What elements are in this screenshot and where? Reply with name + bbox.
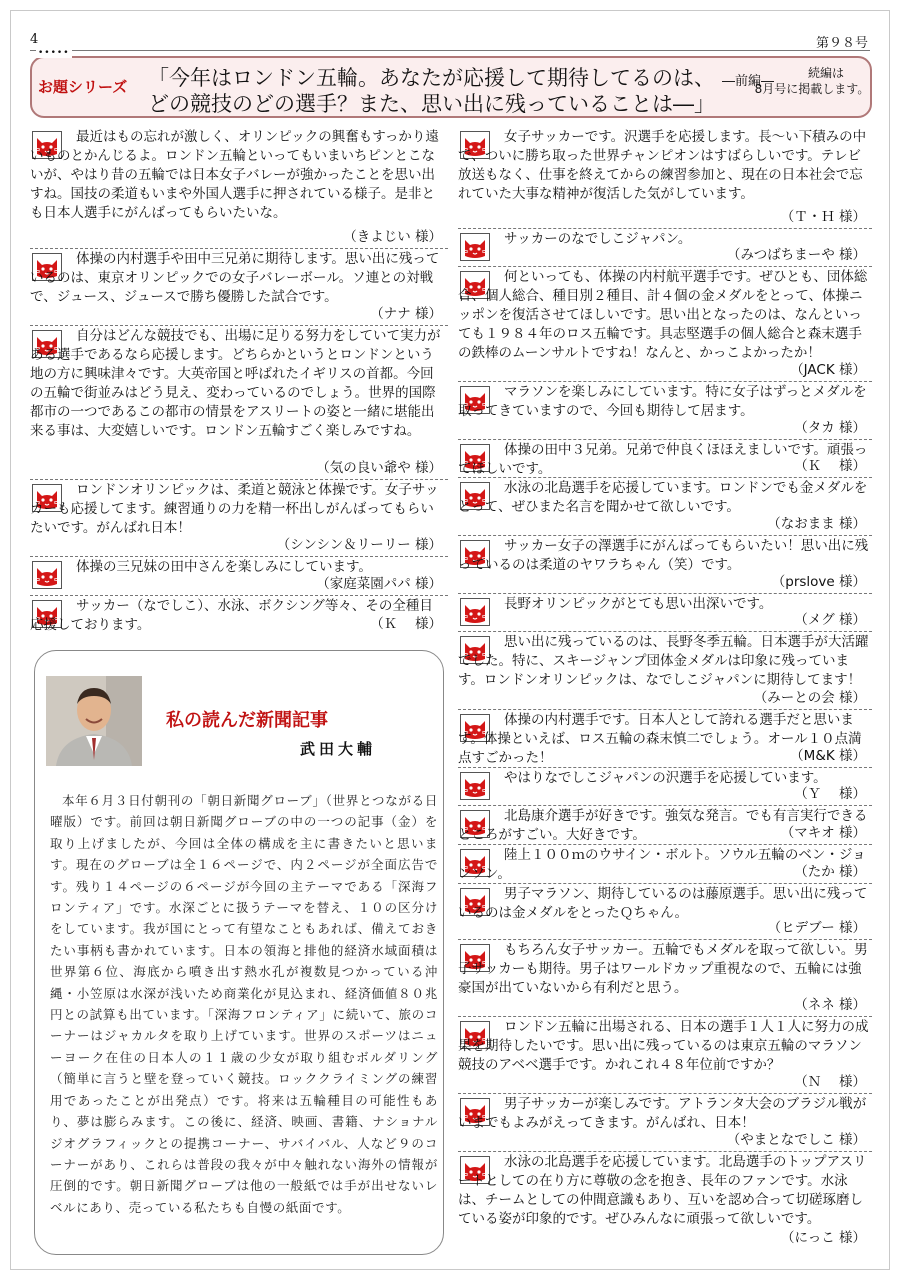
comment-entry — [458, 1153, 872, 1249]
comment-author: （Ｋ 様） — [370, 616, 442, 632]
comment-entry — [458, 268, 872, 382]
comment-author: （やまとなでしこ 様） — [726, 1132, 866, 1148]
comment-text: ロンドンオリンピックは、柔道と競泳と体操です。女子サッカーも応援してます。練習通りの力を精一杯出しがんばってもらいたいです。がんばれ日本！ — [30, 482, 439, 536]
issue-number: 第９８号 — [815, 36, 868, 51]
comment-entry — [458, 633, 872, 710]
comment-text: 男子サッカーが楽しみです。アトランタ大会のブラジル戦がいまでもよみがえってきます。がんばれ、日本！ — [458, 1096, 867, 1131]
comment-text: サッカー（なでしこ）、水泳、ボクシング等々、その全種目応援しております。 — [30, 598, 433, 633]
comment-text: やはりなでしこジャパンの沢選手を応援しています。 — [504, 770, 827, 786]
continuation-line1: 続編は — [808, 66, 845, 80]
comment-entry — [458, 846, 872, 884]
comment-entry — [458, 537, 872, 594]
comment-text: 女子サッカーです。沢選手を応援します。長～い下積みの中で、ついに勝ち取った世界チャンピオンはすばらしいです。テレビ放送もなく、仕事を終えてからの練習参加と、現在の日本社会で忘れていた大事な精神が復活した気がしています。 — [458, 129, 867, 202]
comment-text: 男子マラソン、期待しているのは藤原選手。思い出に残っているのは金メダルをとったＱちゃん。 — [458, 886, 868, 921]
comment-text: 自分はどんな競技でも、出場に足りる努力をしていて実力がある選手であるなら応援します。どちらかというとロンドンという地の方に興味津々です。大英帝国と呼ばれたイギリスの首都。今回の五輪で街並みはどう見え、変わっているのでしょう。世界的国際都市の一つであるこの都市の情景をアスリートの姿と一緒に堪能出来る事は、大変嬉しいです。ロンドン五輪すごく楽しみですね。 — [30, 328, 441, 439]
comment-author: （マキオ 様） — [780, 825, 866, 841]
comment-entry — [458, 595, 872, 632]
comment-author: （ネネ 様） — [794, 997, 866, 1013]
page-number: 4 — [30, 32, 39, 47]
article-title: 私の読んだ新聞記事 — [166, 710, 328, 731]
author-portrait-image — [46, 676, 142, 766]
article-author: 武田大輔 — [300, 740, 377, 758]
comment-entry — [30, 558, 448, 596]
comment-text: ロンドン五輪に出場される、日本の選手１人１人に努力の成果を期待したいです。思い出に残っているのは東京五輪のマラソン競技のアベベ選手です。かれこれ４８年位前ですか？ — [458, 1019, 869, 1073]
comment-author: （Ｙ 様） — [794, 786, 866, 802]
comment-entry — [458, 885, 872, 940]
comment-text: 体操の田中３兄弟。兄弟で仲良くほほえましいです。頑張ってほしいです。 — [458, 442, 868, 477]
comment-entry — [458, 711, 872, 768]
part-label: ―前編― — [722, 74, 775, 89]
series-label: お題シリーズ — [38, 78, 128, 96]
comment-text: 体操の内村選手です。日本人として誇れる選手だと思います。体操といえば、ロス五輪の森末慎二でしょう。オール１０点満点すごかった！ — [458, 712, 862, 766]
comment-author: （なおまま 様） — [767, 516, 866, 532]
comment-text: 体操の内村選手や田中三兄弟に期待します。思い出に残っているのは、東京オリンピックでの女子バレーボール。ソ連との対戦で、ジュース、ジュースで勝ち優勝した試合です。 — [30, 251, 440, 305]
top-rule — [30, 50, 870, 51]
comment-text: 水泳の北島選手を応援しています。北島選手のトップアスリートとしての在り方に尊敬の念を抱き、長年のファンです。水泳は、チームとしての仲間意識もあり、互いを認め合って切磋琢磨している姿が印象的です。ぜひみんなに頑張って欲しいです。 — [458, 1154, 867, 1227]
comment-text: マラソンを楽しみにしています。特に女子はずっとメダルを取ってきていますので、今回も期待して居ます。 — [458, 384, 867, 419]
comment-author: （家庭菜園パパ 様） — [316, 576, 442, 592]
comment-author: （みつばちまーや 様） — [726, 247, 866, 263]
comment-entry — [458, 383, 872, 440]
comment-text: 体操の三兄妹の田中さんを楽しみにしています。 — [76, 559, 372, 575]
author-photo — [46, 676, 142, 766]
comment-entry — [458, 769, 872, 806]
continuation-note-2: 8月号に掲載します。 — [754, 82, 870, 96]
comment-author: （prslove 様） — [771, 574, 866, 590]
comment-author: （にっこ 様） — [780, 1230, 866, 1246]
comment-entry — [30, 250, 448, 326]
comment-author: （Ｔ・Ｈ 様） — [780, 209, 866, 225]
comment-entry — [30, 128, 448, 249]
comment-text: 長野オリンピックがとても思い出深いです。 — [504, 596, 773, 612]
header-dots: ••••• — [38, 48, 70, 58]
comment-entry — [458, 128, 872, 229]
header-title-line1: 「今年はロンドン五輪。あなたが応援して期待してるのは、 — [148, 66, 715, 90]
comment-author: （シンシン＆リーリー 様） — [276, 537, 442, 553]
comment-entry — [458, 479, 872, 536]
comment-entry — [458, 1018, 872, 1094]
comment-author: （たか 様） — [794, 864, 866, 880]
comment-author: （みーとの会 様） — [753, 690, 866, 706]
comment-author: （ナナ 様） — [370, 306, 442, 322]
comment-author: （JACK 様） — [790, 362, 866, 378]
comment-author: （M&K 様） — [790, 748, 866, 764]
comment-author: （メグ 様） — [794, 612, 866, 628]
comment-entry — [30, 597, 448, 635]
header-title-line2: どの競技のどの選手？また、思い出に残っていることは―」 — [148, 92, 715, 116]
comment-entry — [458, 1095, 872, 1152]
comment-author: （Ｎ 様） — [794, 1074, 866, 1090]
article-body: 本年６月３日付朝刊の「朝日新聞グローブ」（世界とつながる日曜版）です。前回は朝日新聞グローブの中の一つの記事（金）を取り上げましたが、今回は全体の構成を主に書きたいと思います。現在のグローブは全１６ページで、内２ページが全面広告です。残り１４ページの６ページが今回の主テーマである「深海フロンティア」です。水深ごとに扱うテーマを替え、１０の区分けをしています。我が国にとって有望なこともあれば、備えておきたい事柄も書かれています。日本の領海と排他的経済水域面積は世界第６位、海底から噴き出す熱水孔が複数見つかっている沖縄・小笠原は水深が浅いため商業化が見込まれ、経済価値８０兆円との試算も出ています。「深海フロンティア」に続いて、旅のコーナーはジャカルタを取り上げています。世界のスポーツはニューヨーク在住の日本人の１１歳の少女が取り組むボルダリング（簡単に言うと壁を登っていく競技。ロッククライミングの練習用であったことが出発点）です。将来は五輪種目の可能性もあり、夢は膨らみます。この後に、経済、映画、書籍、ナショナルジオグラフィックとの提携コーナー、サバイバル、人など９のコーナーがあり、これらは普段の我々が中々触れない海外の情報が圧倒的です。朝日新聞グローブは他の一般紙では手が出せないレベルにあり、売っている私たちも自慢の紙面です。 — [50, 793, 438, 1215]
continuation-note — [790, 66, 872, 80]
comment-author: （ヒデブー 様） — [767, 920, 866, 936]
comment-author: （気の良い爺や 様） — [316, 460, 442, 476]
comment-entry — [458, 230, 872, 267]
comment-text: 北島康介選手が好きです。強気な発言。でも有言実行できるところがすごい。大好きです。 — [458, 808, 868, 843]
comment-entry — [30, 327, 448, 480]
comment-text: 水泳の北島選手を応援しています。ロンドンでも金メダルをとって、ぜひまた名言を聞かせて欲しいです。 — [458, 480, 868, 515]
comment-text: 何といっても、体操の内村航平選手です。ぜひとも、団体総合、個人総合、種目別２種目、計４個の金メダルをとって、体操ニッポンを復活させてほしいです。思い出となったのは、なんといっても１９８４年のロス五輪です。具志堅選手の個人総合と森末選手の鉄棒のムーンサルトですね！なんと、かっこよかったか！ — [458, 269, 868, 361]
comment-text: 思い出に残っているのは、長野冬季五輪。日本選手が大活躍でした。特に、スキージャンプ団体金メダルは印象に残っています。ロンドンオリンピックは、なでしこジャパンに期待してます！ — [458, 634, 869, 688]
comment-text: 最近はもの忘れが激しく、オリンピックの興奮もすっかり遠いものとかんじるよ。ロンドン五輪といってもいまいちピンとこないが、やはり昔の五輪では日本女子バレーが強かったことを思い出すね。国技の柔道もいまや外国人選手に押されている様子。是非とも日本人選手にがんばってもらいたいな。 — [30, 129, 439, 221]
comment-entry — [458, 941, 872, 1017]
comment-text: サッカー女子の澤選手にがんばってもらいたい！思い出に残っているのは柔道のヤワラちゃん（笑）です。 — [458, 538, 869, 573]
comment-entry — [30, 481, 448, 557]
comment-author: （タカ 様） — [794, 420, 866, 436]
comment-entry — [458, 441, 872, 478]
comment-author: （きよじい 様） — [343, 229, 442, 245]
comment-entry — [458, 807, 872, 845]
comment-text: もちろん女子サッカー。五輪でもメダルを取って欲しい。男子サッカーも期待。男子はワールドカップ重視なので、五輪には強豪国が出ていないから有利だと思う。 — [458, 942, 868, 996]
comment-author: （Ｋ 様） — [794, 458, 866, 474]
comment-text: サッカーのなでしこジャパン。 — [504, 231, 692, 247]
comment-text: 陸上１００ｍのウサイン・ボルト。ソウル五輪のベン・ジョンソン。 — [458, 847, 866, 882]
